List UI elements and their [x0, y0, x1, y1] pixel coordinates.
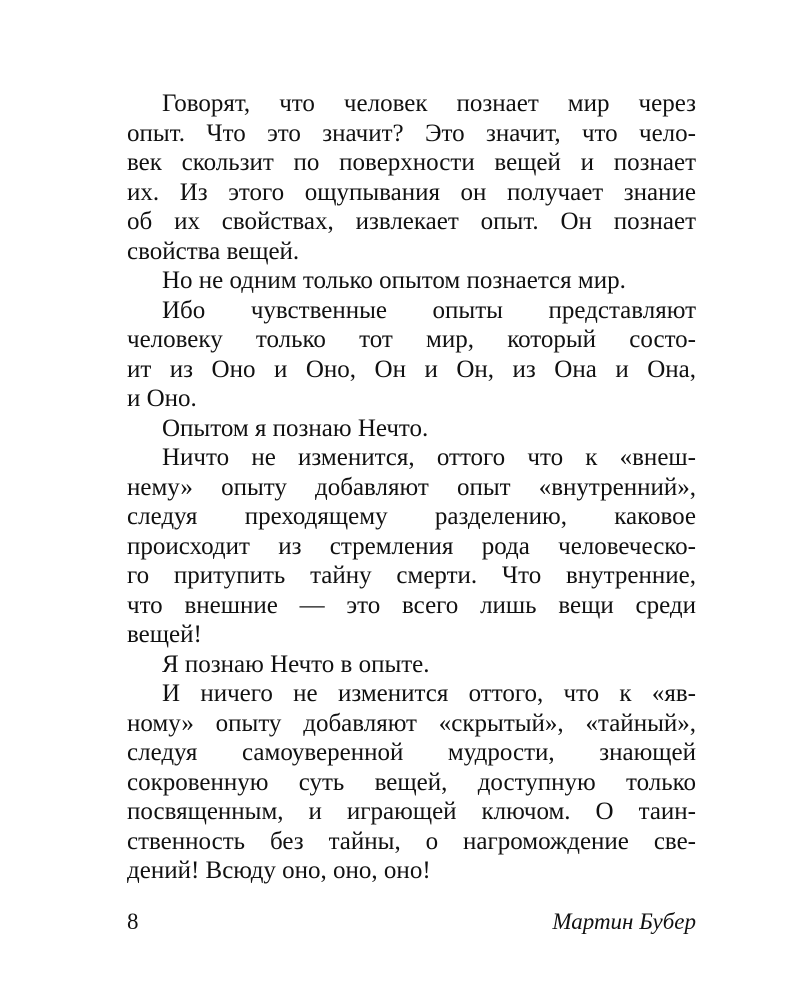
text-line: следуя преходящему разделению, каковое: [127, 503, 696, 530]
page-number: 8: [127, 909, 139, 934]
text-line: опыт. Что это значит? Это значит, что чело-: [127, 119, 696, 147]
text-line: человеку только тот мир, который состо-: [127, 326, 696, 353]
text-line: Говорят, что человек познает мир через: [162, 90, 696, 117]
text-line: Но не одним только опытом познается мир.: [162, 267, 626, 294]
text-line: ит из Оно и Оно, Он и Он, из Она и Она,: [127, 355, 696, 383]
text-line: Ничто не изменится, оттого что к «внеш-: [162, 444, 696, 471]
text-line: век скользит по поверхности вещей и познает: [127, 149, 696, 176]
text-line: свойства вещей.: [127, 237, 300, 265]
text-line: дений! Всюду оно, оно, оно!: [127, 857, 431, 884]
text-line: их. Из этого ощупывания он получает знание: [127, 178, 696, 206]
text-line: Опытом я познаю Нечто.: [162, 414, 429, 442]
text-line: И ничего не изменится оттого, что к «яв-: [162, 680, 696, 707]
body-text: [127, 89, 696, 886]
text-line: и Оно.: [127, 385, 197, 412]
text-line: сокровенную суть вещей, доступную только: [127, 768, 696, 796]
text-line: ственность без тайны, о нагромождение све-: [127, 827, 696, 855]
text-line: нему» опыту добавляют опыт «внутренний»,: [127, 473, 696, 501]
text-line: ному» опыту добавляют «скрытый», «тайный»,: [127, 709, 696, 737]
page-footer: [127, 906, 696, 938]
text-line: Я познаю Нечто в опыте.: [162, 650, 430, 678]
running-author: Мартин Бубер: [552, 909, 696, 934]
text-line: Ибо чувственные опыты представляют: [162, 296, 696, 324]
text-line: посвященным, и играющей ключом. О таин-: [127, 798, 696, 825]
text-line: следуя самоуверенной мудрости, знающей: [127, 739, 696, 766]
text-line: происходит из стремления рода человеческо-: [127, 532, 696, 560]
text-line: го притупить тайну смерти. Что внутренние,: [127, 562, 696, 589]
text-line: вещей!: [127, 621, 202, 648]
text-line: об их свойствах, извлекает опыт. Он познает: [127, 208, 696, 235]
text-line: что внешние — это всего лишь вещи среди: [127, 591, 696, 619]
